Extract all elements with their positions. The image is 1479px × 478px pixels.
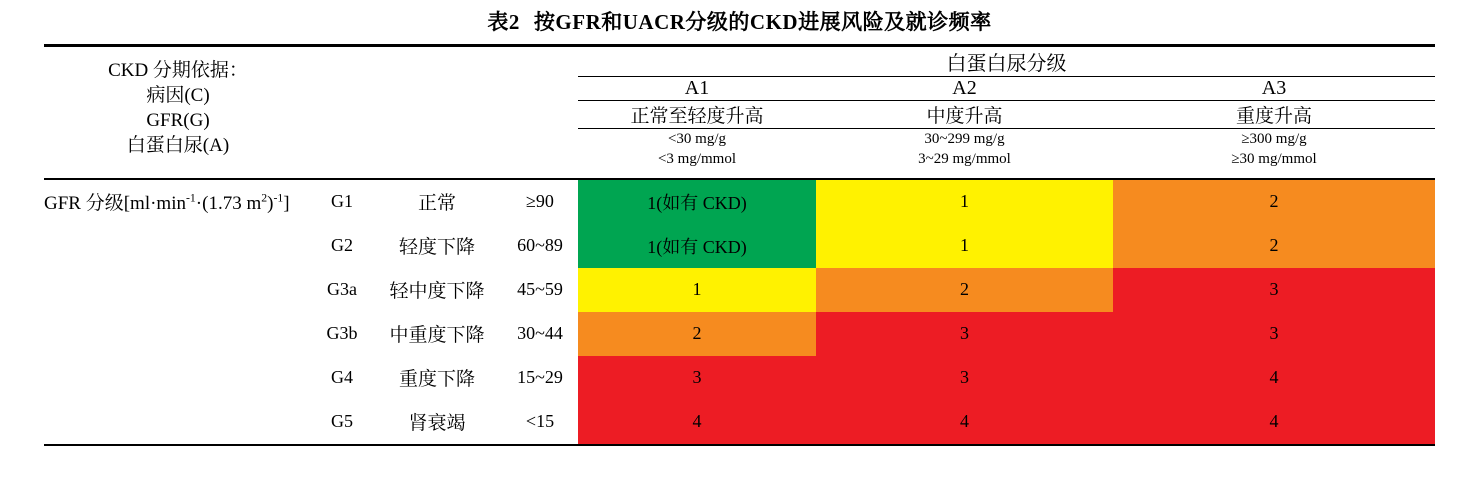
cell-g1-a1: 1(如有 CKD) xyxy=(578,180,816,224)
column-header-a3-code: A3 xyxy=(1113,77,1435,101)
row-label-empty-g5 xyxy=(44,400,312,444)
table-number: 表2 xyxy=(487,10,520,34)
row-desc-g5: 肾衰竭 xyxy=(408,413,466,434)
stub-spacer-1 xyxy=(312,47,372,170)
row-desc-g1: 正常 xyxy=(417,193,456,214)
table-row xyxy=(44,312,1435,356)
table-row xyxy=(44,356,1435,400)
stub-spacer-3 xyxy=(502,47,578,170)
row-code-g4: G4 xyxy=(331,367,353,387)
row-code-g2: G2 xyxy=(331,235,353,255)
a3-range-line2: ≥30 mg/mmol xyxy=(1231,151,1317,168)
column-header-a2-range xyxy=(816,129,1113,170)
row-desc-g4: 重度下降 xyxy=(398,369,475,390)
cell-g2-a3: 2 xyxy=(1113,224,1435,268)
row-desc-g3a: 轻中度下降 xyxy=(389,281,485,302)
table-row xyxy=(44,400,1435,444)
bottom-rule xyxy=(44,444,1435,446)
cell-g3b-a3: 3 xyxy=(1113,312,1435,356)
row-label-empty-g3b xyxy=(44,312,312,356)
gfr-group-label: GFR 分级[$ml\cdot\min^{-1}\cdot(1.73$ $m^2)^{-1}$] xyxy=(44,191,290,214)
cell-g3a-a3: 3 xyxy=(1113,268,1435,312)
stub-line-1: 病因(C) xyxy=(146,85,210,107)
stub-line-2: GFR(G) xyxy=(146,110,210,132)
risk-matrix-table xyxy=(44,47,1435,170)
row-value-g3b: 30~44 xyxy=(517,323,563,343)
cell-g3a-a2: 2 xyxy=(816,268,1113,312)
cell-g3b-a1: 2 xyxy=(578,312,816,356)
table-row xyxy=(44,268,1435,312)
column-header-a3-range xyxy=(1113,129,1435,170)
stub-header xyxy=(44,47,312,170)
a1-range-line2: <3 mg/mmol xyxy=(657,151,737,168)
stub-line-0: CKD 分期依据： xyxy=(108,60,248,82)
row-code-g3b: G3b xyxy=(326,323,358,343)
column-header-a3-desc: 重度升高 xyxy=(1113,101,1435,129)
cell-g5-a1: 4 xyxy=(578,400,816,444)
table-caption xyxy=(0,0,1479,36)
row-label-empty-g4 xyxy=(44,356,312,400)
cell-g4-a2: 3 xyxy=(816,356,1113,400)
header-row-group-title xyxy=(44,47,1435,77)
a3-range-line1: ≥300 mg/g xyxy=(1241,131,1307,147)
row-value-g1: ≥90 xyxy=(526,191,554,211)
albuminuria-group-header: 白蛋白尿分级 xyxy=(578,47,1435,77)
cell-g1-a3: 2 xyxy=(1113,180,1435,224)
row-code-g3a: G3a xyxy=(327,279,357,299)
column-header-a1-range xyxy=(578,129,816,170)
row-label-empty-g3a xyxy=(44,268,312,312)
row-value-g2: 60~89 xyxy=(517,235,563,255)
column-header-a2-desc: 中度升高 xyxy=(816,101,1113,129)
cell-g5-a3: 4 xyxy=(1113,400,1435,444)
cell-g3a-a1: 1 xyxy=(578,268,816,312)
stub-line-3: 白蛋白尿(A) xyxy=(126,135,230,157)
column-header-a1-code: A1 xyxy=(578,77,816,101)
cell-g1-a2: 1 xyxy=(816,180,1113,224)
cell-g2-a1: 1(如有 CKD) xyxy=(578,224,816,268)
stub-spacer-2 xyxy=(372,47,502,170)
cell-g2-a2: 1 xyxy=(816,224,1113,268)
row-desc-g3b: 中重度下降 xyxy=(389,325,485,346)
a2-range-line1: 30~299 mg/g xyxy=(924,131,1005,147)
column-header-a1-desc: 正常至轻度升高 xyxy=(578,101,816,129)
a2-range-line2: 3~29 mg/mmol xyxy=(918,151,1011,168)
row-value-g4: 15~29 xyxy=(517,367,563,387)
cell-g4-a1: 3 xyxy=(578,356,816,400)
row-value-g5: <15 xyxy=(525,411,555,431)
cell-g5-a2: 4 xyxy=(816,400,1113,444)
cell-g3b-a2: 3 xyxy=(816,312,1113,356)
table-title-text: 按GFR和UACR分级的CKD进展风险及就诊频率 xyxy=(533,10,992,34)
a1-range-line1: <30 mg/g xyxy=(667,131,727,147)
table-row xyxy=(44,180,1435,224)
row-value-g3a: 45~59 xyxy=(517,279,563,299)
row-code-g5: G5 xyxy=(331,411,353,431)
cell-g4-a3: 4 xyxy=(1113,356,1435,400)
table-row xyxy=(44,224,1435,268)
row-label-empty-g2 xyxy=(44,224,312,268)
row-code-g1: G1 xyxy=(331,191,353,211)
column-header-a2-code: A2 xyxy=(816,77,1113,101)
risk-matrix-body xyxy=(44,180,1435,444)
row-desc-g2: 轻度下降 xyxy=(398,237,475,258)
